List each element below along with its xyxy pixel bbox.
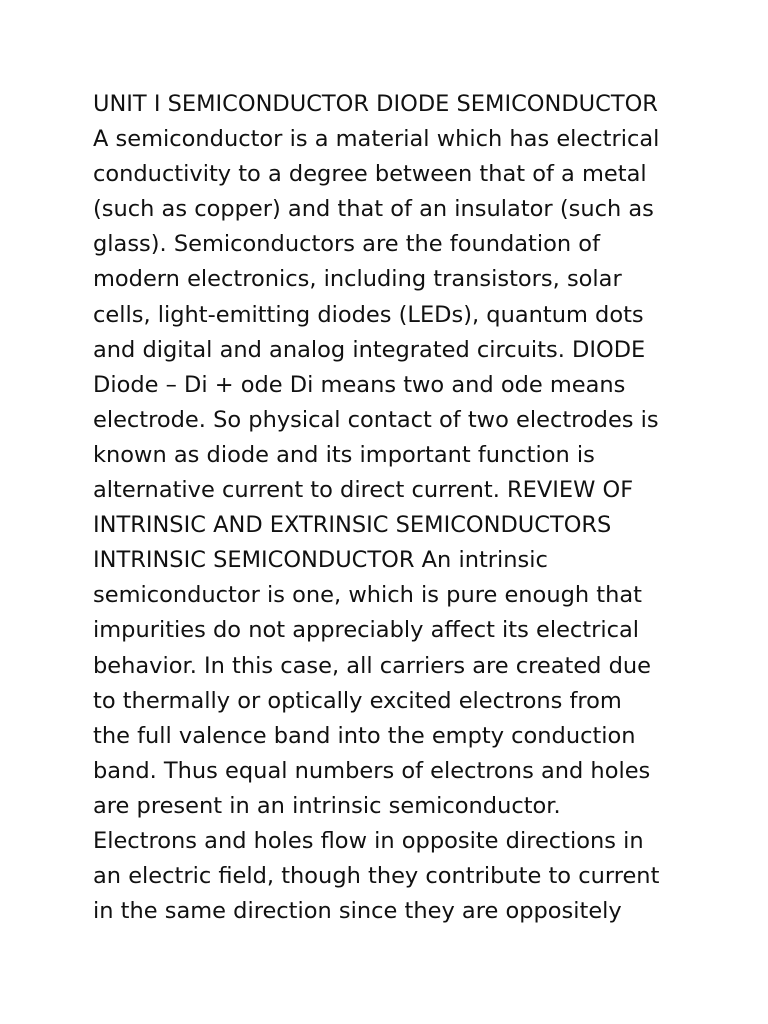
text-line: INTRINSIC SEMICONDUCTOR An intrinsic bbox=[93, 547, 548, 574]
text-line: are present in an intrinsic semiconductor. bbox=[93, 792, 561, 819]
text-line: in the same direction since they are oppositely bbox=[93, 898, 622, 925]
text-line: UNIT I SEMICONDUCTOR DIODE SEMICONDUCTOR bbox=[93, 91, 658, 117]
text-line: INTRINSIC AND EXTRINSIC SEMICONDUCTORS bbox=[93, 512, 612, 539]
text-line: semiconductor is one, which is pure enough that bbox=[93, 582, 642, 609]
text-line: and digital and analog integrated circuits. DIODE bbox=[93, 336, 646, 363]
text-line: Diode – Di + ode Di means two and ode means bbox=[93, 371, 626, 398]
text-line: known as diode and its important function is bbox=[93, 441, 595, 468]
text-line: (such as copper) and that of an insulator (such as bbox=[93, 196, 654, 223]
text-line: an electric field, though they contribute to current bbox=[93, 863, 660, 890]
text-line: Electrons and holes flow in opposite directions in bbox=[93, 827, 644, 854]
text-line: A semiconductor is a material which has electrical bbox=[93, 126, 660, 153]
text-line: impurities do not appreciably affect its electrical bbox=[93, 617, 640, 644]
text-line: alternative current to direct current. REVIEW OF bbox=[93, 477, 634, 504]
text-line: band. Thus equal numbers of electrons and holes bbox=[93, 757, 651, 784]
text-line: glass). Semiconductors are the foundation of bbox=[93, 231, 600, 258]
text-line: modern electronics, including transistors, solar bbox=[93, 266, 622, 293]
text-line: conductivity to a degree between that of a metal bbox=[93, 161, 647, 188]
text-line: cells, light-emitting diodes (LEDs), quantum dots bbox=[93, 301, 644, 328]
text-line: electrode. So physical contact of two electrodes is bbox=[93, 406, 659, 433]
text-line: the full valence band into the empty conduction bbox=[93, 722, 636, 749]
text-line: to thermally or optically excited electrons from bbox=[93, 687, 622, 714]
body-text bbox=[93, 87, 693, 929]
text-line: behavior. In this case, all carriers are created due bbox=[93, 652, 651, 679]
